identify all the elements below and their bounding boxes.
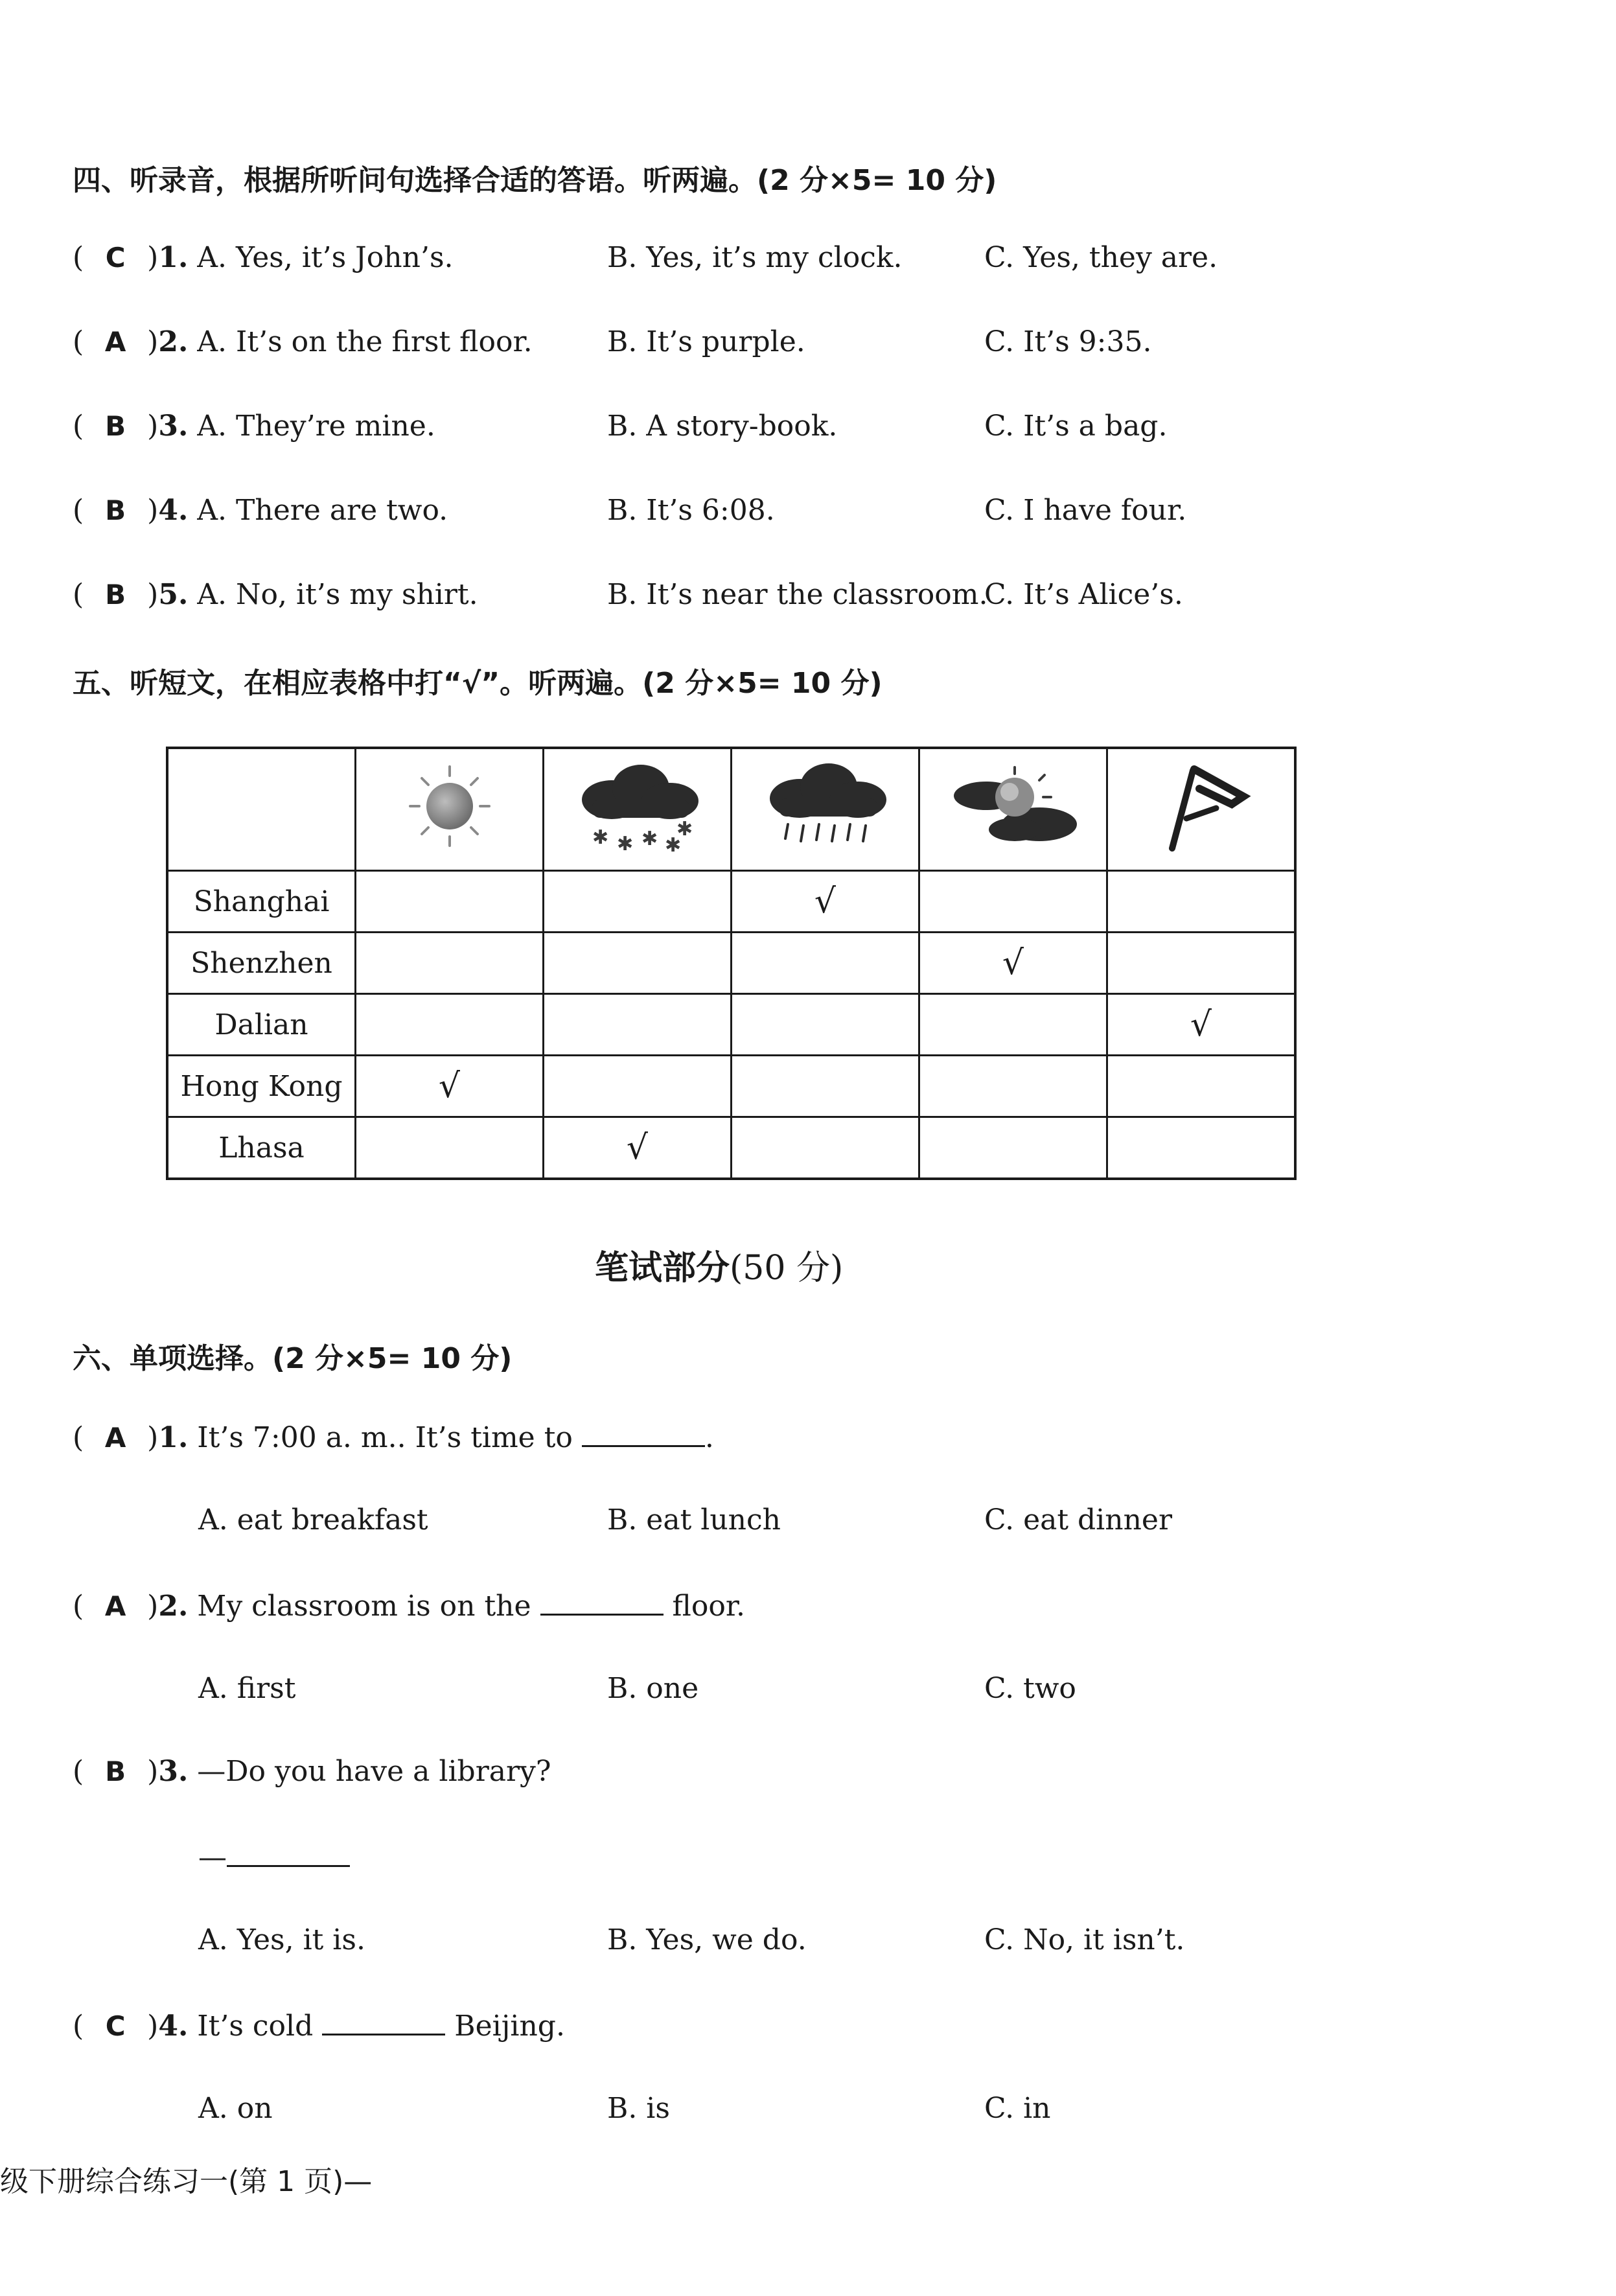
open-paren: (	[73, 241, 84, 274]
written-part-label: 笔试部分	[595, 1249, 730, 1288]
open-paren: (	[73, 325, 84, 358]
section4-heading: 四、听录音，根据所听问句选择合适的答语。听两遍。(2 分×5= 10 分)	[73, 164, 997, 197]
question-text: —Do you have a library?	[197, 1755, 551, 1788]
option-b: B. Yes, it’s my clock.	[607, 241, 903, 274]
question-number: 4.	[158, 494, 189, 527]
check-cell	[732, 933, 919, 994]
weather-header-cell	[544, 748, 732, 871]
check-cell	[356, 933, 544, 994]
answer-letter: B	[105, 494, 126, 526]
check-cell	[544, 871, 732, 933]
svg-text:✱: ✱	[592, 826, 608, 849]
weather-icons-row	[167, 748, 1295, 871]
snowy-icon	[566, 754, 709, 858]
answer-blank	[322, 2008, 445, 2035]
check-cell	[919, 994, 1107, 1056]
answer-letter: C	[105, 2010, 126, 2042]
option-c: C. It’s 9:35.	[984, 325, 1152, 358]
question-number: 3.	[158, 410, 189, 443]
close-paren: )	[147, 410, 159, 443]
option-c: C. eat dinner	[984, 1503, 1172, 1536]
reply-line	[198, 1839, 350, 1874]
option-c: C. in	[984, 2092, 1051, 2125]
answer-letter: B	[105, 579, 126, 610]
question-number: 1.	[158, 1421, 189, 1454]
question-text-end: floor.	[672, 1590, 746, 1623]
option-c: C. two	[984, 1672, 1076, 1705]
question-number: 1.	[158, 241, 189, 274]
check-cell	[732, 1056, 919, 1117]
check-cell	[544, 1056, 732, 1117]
open-paren: (	[73, 2010, 84, 2043]
option-a: A. eat breakfast	[198, 1503, 428, 1536]
question-number: 4.	[158, 2010, 189, 2043]
reply-dash: —	[198, 1841, 227, 1874]
check-cell	[1107, 1056, 1296, 1117]
check-cell	[356, 1117, 544, 1179]
table-row	[167, 933, 1295, 994]
check-mark: √	[626, 1128, 649, 1167]
check-cell	[732, 1117, 919, 1179]
option-a: A. Yes, it is.	[198, 1923, 365, 1956]
rainy-icon	[754, 754, 897, 858]
check-cell	[544, 1117, 732, 1179]
section6-question-2	[73, 1588, 745, 1623]
question-number: 3.	[158, 1755, 189, 1788]
option-b: B. It’s 6:08.	[607, 494, 775, 527]
answer-letter: B	[105, 1756, 126, 1787]
close-paren: )	[147, 1421, 159, 1454]
close-paren: )	[147, 2010, 159, 2043]
city-cell: Hong Kong	[167, 1056, 356, 1117]
written-part-score: (50 分)	[730, 1249, 844, 1288]
option-a: A. It’s on the first floor.	[197, 325, 533, 358]
option-b: B. one	[607, 1672, 699, 1705]
page-footer: 级下册综合练习一(第 1 页)—	[0, 2165, 373, 2198]
open-paren: (	[73, 494, 84, 527]
written-part-title	[595, 1240, 843, 1289]
option-b: B. Yes, we do.	[607, 1923, 807, 1956]
question-stem	[73, 325, 533, 358]
city-cell: Dalian	[167, 994, 356, 1056]
check-cell	[919, 933, 1107, 994]
svg-text:✱: ✱	[616, 832, 633, 855]
corner-cell	[167, 748, 356, 871]
check-cell	[1107, 1117, 1296, 1179]
question-stem	[73, 578, 478, 611]
weather-header-cell	[919, 748, 1107, 871]
option-b: B. is	[607, 2092, 670, 2125]
check-cell	[1107, 871, 1296, 933]
city-cell: Shenzhen	[167, 933, 356, 994]
section6-question-4	[73, 2008, 565, 2043]
option-c: C. Yes, they are.	[984, 241, 1218, 274]
check-cell	[732, 871, 919, 933]
section6-question-3	[73, 1755, 551, 1788]
weather-header-cell	[356, 748, 544, 871]
question-stem	[73, 241, 454, 274]
check-cell	[356, 1056, 544, 1117]
open-paren: (	[73, 578, 84, 611]
question-stem	[73, 410, 435, 443]
check-cell	[919, 1117, 1107, 1179]
close-paren: )	[147, 241, 159, 274]
option-b: B. It’s near the classroom.	[607, 578, 988, 611]
question-text: It’s cold	[197, 2010, 314, 2043]
check-cell	[1107, 994, 1296, 1056]
check-mark: √	[1190, 1005, 1212, 1044]
city-cell: Lhasa	[167, 1117, 356, 1179]
question-number: 5.	[158, 578, 189, 611]
option-b: B. A story-book.	[607, 410, 838, 443]
check-mark: √	[1002, 944, 1024, 982]
sunny-icon	[401, 758, 498, 855]
close-paren: )	[147, 494, 159, 527]
option-a: A. on	[198, 2092, 273, 2125]
check-cell	[919, 1056, 1107, 1117]
check-cell	[919, 871, 1107, 933]
answer-blank	[582, 1419, 705, 1447]
check-cell	[356, 871, 544, 933]
table-row	[167, 1056, 1295, 1117]
question-stem	[73, 494, 448, 527]
svg-text:✱: ✱	[641, 827, 658, 850]
open-paren: (	[73, 1755, 84, 1788]
close-paren: )	[147, 578, 159, 611]
question-number: 2.	[158, 1590, 189, 1623]
question-number: 2.	[158, 325, 189, 358]
question-text: It’s 7:00 a. m.. It’s time to	[197, 1421, 573, 1454]
check-cell	[544, 933, 732, 994]
close-paren: )	[147, 1590, 159, 1623]
option-c: C. It’s Alice’s.	[984, 578, 1183, 611]
question-text-end: Beijing.	[454, 2010, 565, 2043]
option-b: B. It’s purple.	[607, 325, 805, 358]
cloudy-icon	[942, 754, 1085, 858]
check-cell	[356, 994, 544, 1056]
option-c: C. No, it isn’t.	[984, 1923, 1185, 1956]
weather-header-cell	[732, 748, 919, 871]
option-b: B. eat lunch	[607, 1503, 781, 1536]
svg-text:✱: ✱	[664, 833, 681, 857]
weather-header-cell	[1107, 748, 1296, 871]
option-a: A. first	[198, 1672, 296, 1705]
close-paren: )	[147, 325, 159, 358]
check-cell	[732, 994, 919, 1056]
answer-letter: C	[105, 242, 126, 273]
windy-icon	[1146, 751, 1256, 861]
question-text: My classroom is on the	[197, 1590, 531, 1623]
open-paren: (	[73, 410, 84, 443]
check-mark: √	[438, 1067, 461, 1106]
answer-letter: A	[104, 1590, 126, 1622]
option-c: C. It’s a bag.	[984, 410, 1168, 443]
open-paren: (	[73, 1590, 84, 1623]
table-row	[167, 1117, 1295, 1179]
option-a: A. No, it’s my shirt.	[197, 578, 478, 611]
section5-heading: 五、听短文，在相应表格中打“√”。听两遍。(2 分×5= 10 分)	[73, 667, 883, 700]
table-row	[167, 994, 1295, 1056]
check-cell	[1107, 933, 1296, 994]
option-a: A. They’re mine.	[197, 410, 435, 443]
answer-blank	[227, 1839, 350, 1867]
open-paren: (	[73, 1421, 84, 1454]
option-c: C. I have four.	[984, 494, 1187, 527]
section6-heading: 六、单项选择。(2 分×5= 10 分)	[73, 1342, 513, 1375]
check-cell	[544, 994, 732, 1056]
table-row	[167, 871, 1295, 933]
check-mark: √	[814, 882, 837, 921]
weather-table	[166, 747, 1297, 1180]
close-paren: )	[147, 1755, 159, 1788]
city-cell: Shanghai	[167, 871, 356, 933]
answer-letter: B	[105, 410, 126, 442]
svg-text:✱: ✱	[676, 817, 693, 841]
question-text-end: .	[704, 1421, 714, 1454]
section6-question-1	[73, 1419, 714, 1454]
option-a: A. There are two.	[197, 494, 448, 527]
answer-letter: A	[104, 1422, 126, 1454]
option-a: A. Yes, it’s John’s.	[197, 241, 454, 274]
answer-blank	[540, 1588, 664, 1616]
answer-letter: A	[104, 326, 126, 358]
